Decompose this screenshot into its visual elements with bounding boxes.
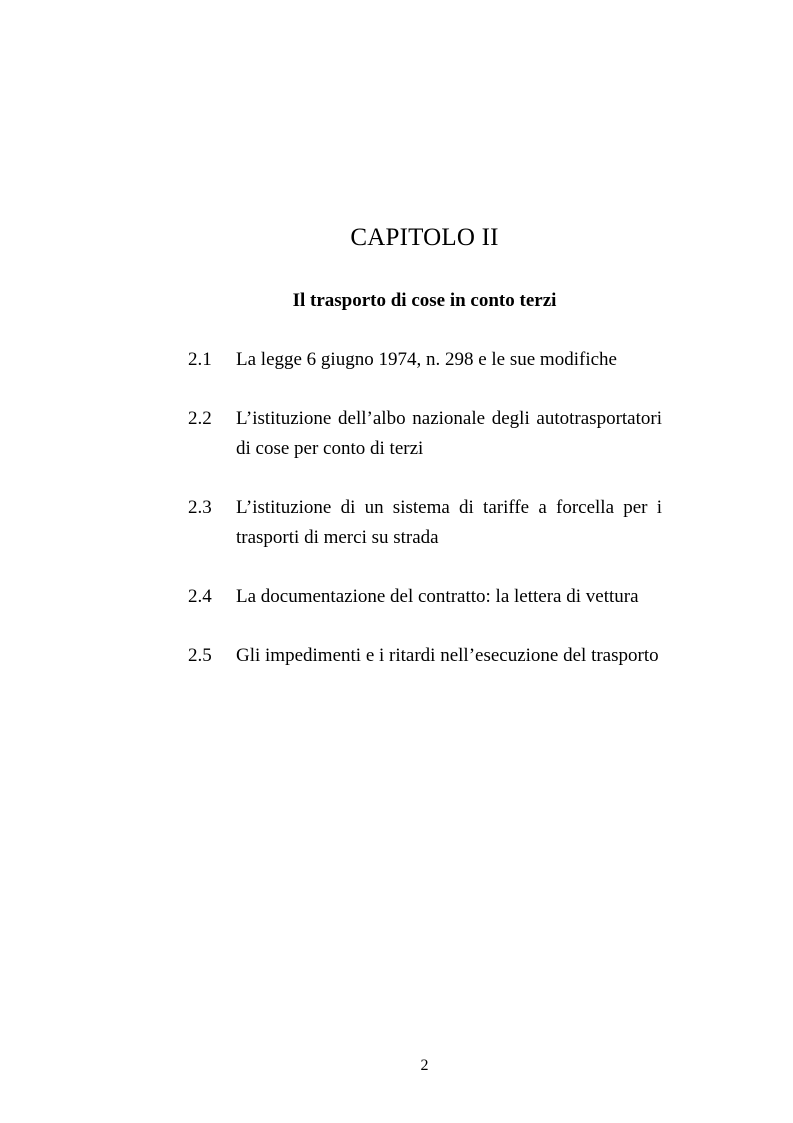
toc-item-2-4 [188,582,662,612]
section-title: Gli impedimenti e i ritardi nell’esecuzione del trasporto [236,645,659,666]
section-number: 2.3 [188,497,212,518]
chapter-subtitle: Il trasporto di cose in conto terzi [292,290,557,311]
section-title: La documentazione del contratto: la lettera di vettura [236,586,639,607]
table-of-contents [188,345,662,700]
section-number: 2.5 [188,645,212,666]
toc-item-2-5 [188,641,662,671]
toc-item-2-3 [188,493,662,553]
section-number: 2.1 [188,349,212,370]
section-title: L’istituzione di un sistema di tariffe a forcella per i trasporti di merci su strada [236,497,662,548]
section-title: L’istituzione dell’albo nazionale degli autotrasportatori di cose per conto di terzi [236,408,662,459]
section-number: 2.2 [188,408,212,429]
toc-item-2-1 [188,345,662,375]
section-number: 2.4 [188,586,212,607]
page-number: 2 [420,1057,429,1074]
chapter-title: CAPITOLO II [350,224,499,251]
toc-item-2-2 [188,404,662,464]
section-title: La legge 6 giugno 1974, n. 298 e le sue modifiche [236,349,617,370]
